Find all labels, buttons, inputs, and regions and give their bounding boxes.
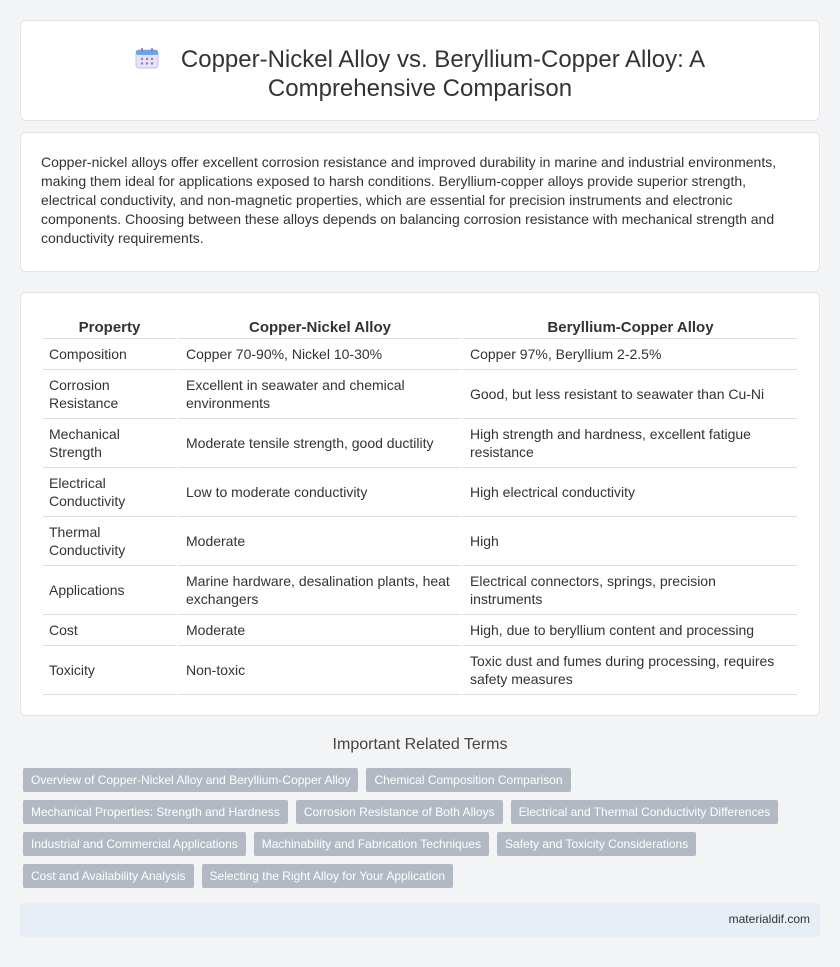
table-row — [43, 468, 797, 517]
calendar-icon — [135, 47, 159, 69]
table-header-row — [43, 314, 797, 339]
term-tag[interactable]: Electrical and Thermal Conductivity Differences — [511, 800, 779, 824]
beryllium-copper-cell: Copper 97%, Beryllium 2-2.5% — [460, 339, 797, 370]
term-tag[interactable]: Cost and Availability Analysis — [23, 864, 194, 888]
beryllium-copper-cell: Good, but less resistant to seawater than Cu-Ni — [460, 370, 797, 419]
table-row — [43, 339, 797, 370]
property-cell: Applications — [43, 566, 176, 615]
intro-card — [20, 132, 820, 272]
term-tag[interactable]: Corrosion Resistance of Both Alloys — [296, 800, 503, 824]
related-terms-tags — [23, 768, 823, 896]
table-row — [43, 370, 797, 419]
beryllium-copper-cell: Toxic dust and fumes during processing, requires safety measures — [460, 646, 797, 695]
property-cell: Toxicity — [43, 646, 176, 695]
copper-nickel-cell: Excellent in seawater and chemical environments — [176, 370, 460, 419]
header-property: Property — [43, 314, 176, 339]
header-beryllium-copper: Beryllium-Copper Alloy — [460, 314, 797, 339]
beryllium-copper-cell: High strength and hardness, excellent fatigue resistance — [460, 419, 797, 468]
beryllium-copper-cell: High, due to beryllium content and processing — [460, 615, 797, 646]
term-tag[interactable]: Overview of Copper-Nickel Alloy and Beryllium-Copper Alloy — [23, 768, 358, 792]
table-row — [43, 566, 797, 615]
term-tag[interactable]: Mechanical Properties: Strength and Hardness — [23, 800, 288, 824]
property-cell: Composition — [43, 339, 176, 370]
property-cell: Thermal Conductivity — [43, 517, 176, 566]
term-tag[interactable]: Industrial and Commercial Applications — [23, 832, 246, 856]
property-cell: Cost — [43, 615, 176, 646]
comparison-table — [43, 314, 797, 695]
related-terms-title: Important Related Terms — [332, 736, 508, 753]
table-row — [43, 646, 797, 695]
footer-site-link[interactable]: materialdif.com — [728, 912, 810, 926]
tag-row — [23, 864, 823, 888]
term-tag[interactable]: Chemical Composition Comparison — [366, 768, 570, 792]
copper-nickel-cell: Non-toxic — [176, 646, 460, 695]
intro-paragraph: Copper-nickel alloys offer excellent corrosion resistance and improved durability in marine and industrial environments, making them ideal for applications exposed to harsh conditions. Beryllium-copper alloys provide superior strength, electrical conductivity, and non-magnetic properties, which are essential for precision instruments and electronic components. Choosing between these alloys depends on balancing corrosion resistance with mechanical strength and conductivity requirements. — [41, 154, 777, 246]
beryllium-copper-cell: High — [460, 517, 797, 566]
copper-nickel-cell: Marine hardware, desalination plants, heat exchangers — [176, 566, 460, 615]
table-row — [43, 419, 797, 468]
tag-row — [23, 832, 823, 856]
page-title — [21, 45, 819, 103]
tag-row — [23, 800, 823, 824]
term-tag[interactable]: Safety and Toxicity Considerations — [497, 832, 696, 856]
footer — [20, 903, 820, 937]
copper-nickel-cell: Copper 70-90%, Nickel 10-30% — [176, 339, 460, 370]
beryllium-copper-cell: Electrical connectors, springs, precision instruments — [460, 566, 797, 615]
copper-nickel-cell: Moderate — [176, 615, 460, 646]
tag-row — [23, 768, 823, 792]
header-copper-nickel: Copper-Nickel Alloy — [176, 314, 460, 339]
beryllium-copper-cell: High electrical conductivity — [460, 468, 797, 517]
property-cell: Corrosion Resistance — [43, 370, 176, 419]
term-tag[interactable]: Selecting the Right Alloy for Your Application — [202, 864, 454, 888]
property-cell: Mechanical Strength — [43, 419, 176, 468]
comparison-table-card — [20, 292, 820, 716]
property-cell: Electrical Conductivity — [43, 468, 176, 517]
table-row — [43, 517, 797, 566]
copper-nickel-cell: Moderate tensile strength, good ductility — [176, 419, 460, 468]
copper-nickel-cell: Moderate — [176, 517, 460, 566]
header-card — [20, 20, 820, 121]
copper-nickel-cell: Low to moderate conductivity — [176, 468, 460, 517]
page-title-text: Copper-Nickel Alloy vs. Beryllium-Copper Alloy: A Comprehensive Comparison — [180, 46, 706, 102]
table-row — [43, 615, 797, 646]
term-tag[interactable]: Machinability and Fabrication Techniques — [254, 832, 489, 856]
